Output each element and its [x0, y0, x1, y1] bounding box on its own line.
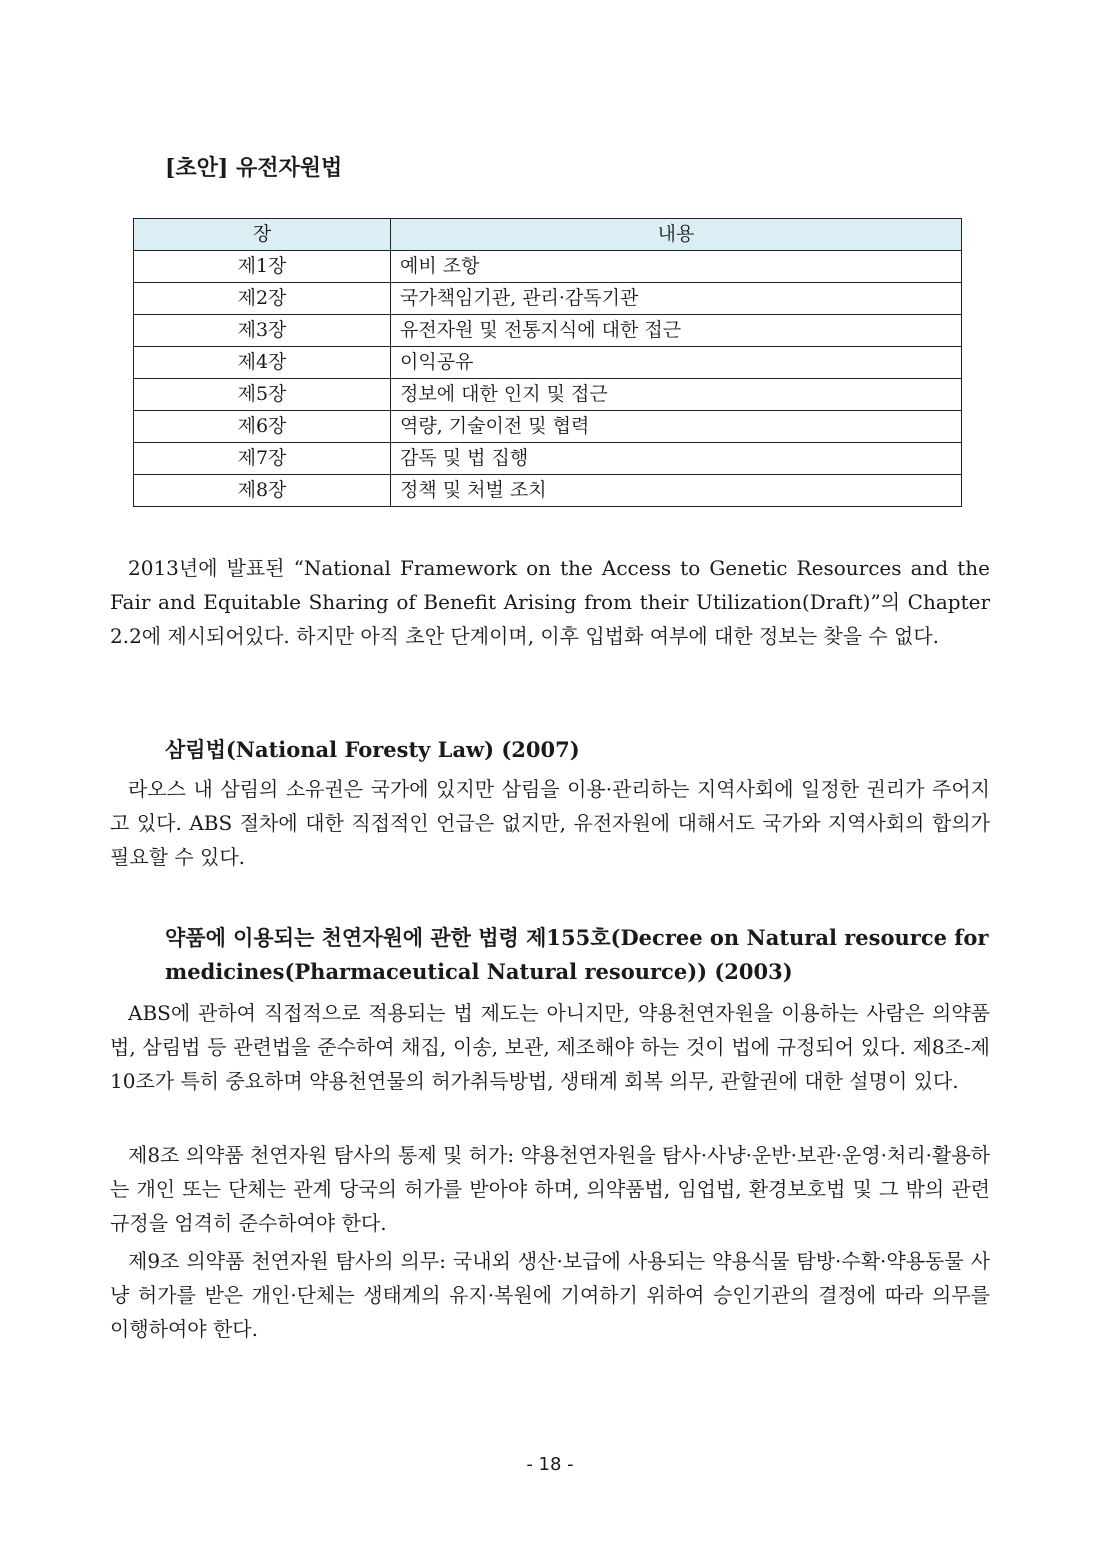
chapter-cell: 제2장 [134, 283, 391, 315]
decree-paragraph-3 [110, 1244, 990, 1346]
content-cell: 유전자원 및 전통지식에 대한 접근 [391, 315, 962, 347]
table-header-row [134, 219, 962, 251]
content-cell: 정보에 대한 인지 및 접근 [391, 379, 962, 411]
table-row [134, 283, 962, 315]
framework-text: 2013년에 발표된 “National Framework on the Access to Genetic Resources and the Fair and Equitable Sharing of Benefit Arising from their Utilization(Draft)”의 Chapter 2.2에 제시되어있다. 하지만 아직 초안 단계이며, 이후 입법화 여부에 대한 정보는 찾을 수 없다. [110, 556, 990, 648]
decree-heading: 약품에 이용되는 천연자원에 관한 법령 제155호(Decree on Natural resource for medicines(Pharmaceutical Natural resource)) (2003) [165, 925, 989, 984]
page-number: - 18 - [526, 1454, 574, 1475]
chapter-cell: 제8장 [134, 475, 391, 507]
chapter-cell: 제1장 [134, 251, 391, 283]
decree-paragraph-1 [110, 996, 990, 1098]
framework-paragraph [110, 551, 990, 653]
table-row [134, 443, 962, 475]
decree-text-2: 제8조 의약품 천연자원 탐사의 통제 및 허가: 약용천연자원을 탐사·사냥·운반·보관·운영·처리·활용하는 개인 또는 단체는 관계 당국의 허가를 받아야 하며, 의약품법, 임업법, 환경보호법 및 그 밖의 관련 규정을 엄격히 준수하여야 한다. [110, 1143, 990, 1235]
table-row [134, 411, 962, 443]
table-row [134, 347, 962, 379]
forestry-text: 라오스 내 삼림의 소유권은 국가에 있지만 삼림을 이용·관리하는 지역사회에 일정한 권리가 주어지고 있다. ABS 절차에 대한 직접적인 언급은 없지만, 유전자원에 대해서도 국가와 지역사회의 합의가 필요할 수 있다. [110, 777, 990, 869]
content-cell: 역량, 기술이전 및 협력 [391, 411, 962, 443]
draft-law-title: [초안] 유전자원법 [165, 155, 343, 181]
content-cell: 이익공유 [391, 347, 962, 379]
content-cell: 감독 및 법 집행 [391, 443, 962, 475]
chapter-cell: 제5장 [134, 379, 391, 411]
chapter-table [133, 218, 962, 507]
table-row [134, 379, 962, 411]
forestry-law-heading: 삼림법(National Foresty Law) (2007) [165, 737, 580, 762]
decree-text-1: ABS에 관하여 직접적으로 적용되는 법 제도는 아니지만, 약용천연자원을 이용하는 사람은 의약품법, 삼림법 등 관련법을 준수하여 채집, 이송, 보관, 제조해야 하는 것이 법에 규정되어 있다. 제8조-제10조가 특히 중요하며 약용천연물의 허가취득방법, 생태계 회복 의무, 관할권에 대한 설명이 있다. [110, 1001, 990, 1093]
content-cell: 예비 조항 [391, 251, 962, 283]
chapter-cell: 제4장 [134, 347, 391, 379]
forestry-paragraph [110, 772, 990, 874]
content-cell: 정책 및 처벌 조치 [391, 475, 962, 507]
content-cell: 국가책임기관, 관리·감독기관 [391, 283, 962, 315]
header-content: 내용 [391, 219, 962, 251]
chapter-cell: 제3장 [134, 315, 391, 347]
table-row [134, 475, 962, 507]
decree-paragraph-2 [110, 1138, 990, 1240]
table-row [134, 315, 962, 347]
chapter-cell: 제7장 [134, 443, 391, 475]
table-row [134, 251, 962, 283]
decree-text-3: 제9조 의약품 천연자원 탐사의 의무: 국내외 생산·보급에 사용되는 약용식물 탐방·수확·약용동물 사냥 허가를 받은 개인·단체는 생태계의 유지·복원에 기여하기 위하여 승인기관의 결정에 따라 의무를 이행하여야 한다. [110, 1249, 990, 1341]
chapter-cell: 제6장 [134, 411, 391, 443]
header-chapter: 장 [134, 219, 391, 251]
